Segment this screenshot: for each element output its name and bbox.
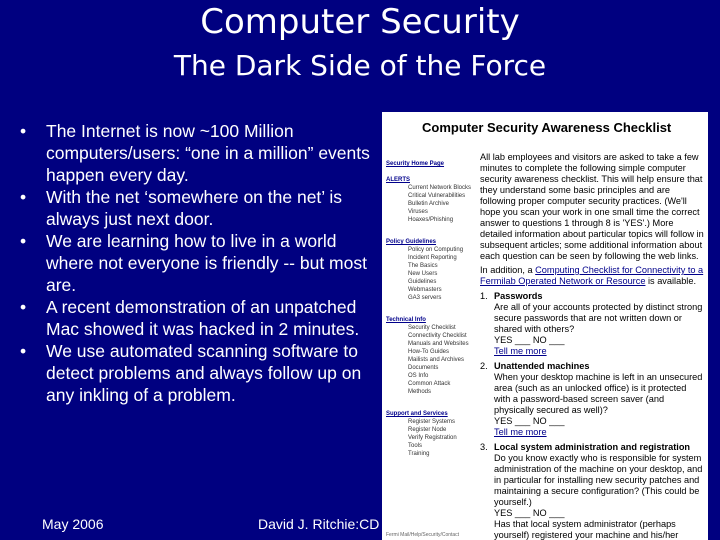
nav-item[interactable]: GA3 servers [408, 295, 442, 301]
bullet-text: A recent demonstration of an unpatched Mac showed it was hacked in 2 minutes. [46, 297, 360, 339]
item-heading: Local system administration and registration [494, 442, 691, 452]
bullet-text: We are learning how to live in a world where not everyone is friendly -- but most are. [46, 231, 367, 295]
addition-prefix: In addition, a [480, 265, 536, 275]
bullet-text: The Internet is now ~100 Million computers/users: “one in a million” events happen every day. [46, 121, 370, 185]
nav-section-technical[interactable]: Technical Info [386, 317, 426, 323]
nav-item[interactable]: Register Node [408, 427, 447, 433]
item-text: When your desktop machine is left in an unsecured area (such as an unlocked office) is it protected with a password-based screen saver (and physically secured as well)? [494, 372, 703, 415]
checklist-content [480, 152, 704, 540]
tell-me-more-link[interactable]: Tell me more [494, 346, 547, 356]
bullet-item [18, 186, 370, 230]
tell-me-more-link[interactable]: Tell me more [494, 427, 547, 437]
item-text-continued: Has that local system administrator (perhaps yourself) registered your machine and his/her [494, 519, 679, 540]
bullet-glyph: • [20, 297, 27, 317]
item-answer[interactable]: YES ___ NO ___ [494, 416, 565, 426]
nav-link-home[interactable]: Security Home Page [386, 161, 445, 167]
nav-item[interactable]: Training [408, 451, 430, 457]
nav-item[interactable]: Security Checklist [408, 325, 456, 331]
item-text: Are all of your accounts protected by distinct strong secure passwords that are not written down or shared with others? [494, 302, 703, 334]
nav-section-support[interactable]: Support and Services [386, 411, 448, 417]
nav-item[interactable]: Common Attack Methods [408, 381, 451, 395]
bullet-glyph: • [20, 231, 27, 251]
bullet-item [18, 120, 370, 186]
nav-section-alerts[interactable]: ALERTS [386, 177, 410, 183]
bullet-glyph: • [20, 187, 27, 207]
item-text: Do you know exactly who is responsible for system administration of the machine on your desktop, and in particular for installing new security patches and maintaining a secure configuration? (This could be yourself.) [494, 453, 703, 507]
checklist-item-unattended [480, 361, 704, 438]
checklist-item-sysadmin [480, 442, 704, 540]
nav-item[interactable]: Bulletin Archive [408, 201, 450, 207]
nav-item[interactable]: Register Systems [408, 419, 456, 425]
slide-subtitle: The Dark Side of the Force [173, 49, 547, 82]
bullet-text: With the net ‘somewhere on the net’ is always just next door. [46, 187, 343, 229]
nav-item[interactable]: Mailists and Archives [408, 357, 465, 363]
checklist-item-passwords [480, 291, 704, 357]
item-number: 1. [480, 291, 488, 301]
nav-item[interactable]: Manuals and Websites [408, 341, 469, 347]
footer-date: May 2006 [42, 516, 104, 532]
checklist-intro: All lab employees and visitors are asked to take a few minutes to complete the following simple computer security awareness checklist. This will help ensure that they understand some basic principles and are following proper computer security practices. (We'll hope you scan your work in one small time the correct answer to questions 1 through 8 is 'YES'.) More detailed information about particular topics will follow in subsequent articles; some additional information about each question can be seen by following the web links. [480, 152, 704, 261]
nav-item[interactable]: Webmasters [408, 287, 442, 293]
nav-item[interactable]: Documents [408, 365, 439, 371]
item-heading: Unattended machines [494, 361, 590, 371]
nav-section-policy[interactable]: Policy Guidelines [386, 239, 437, 245]
item-heading: Passwords [494, 291, 543, 301]
checklist-sidebar [386, 152, 474, 458]
nav-item[interactable]: Policy on Computing [408, 247, 464, 253]
nav-item[interactable]: Guidelines [408, 279, 437, 285]
nav-item[interactable]: Connectivity Checklist [408, 333, 467, 339]
bullet-text: We use automated scanning software to detect problems and always follow up on any inkling of a problem. [46, 341, 362, 405]
nav-item[interactable]: How-To Guides [408, 349, 450, 355]
slide-title: Computer Security [200, 2, 520, 42]
item-answer[interactable]: YES ___ NO ___ [494, 335, 565, 345]
nav-item[interactable]: Hoaxes/Phishing [408, 217, 454, 223]
nav-item[interactable]: Tools [408, 443, 423, 449]
bullet-glyph: • [20, 121, 27, 141]
addition-suffix: is available. [645, 276, 697, 286]
bullet-item [18, 230, 370, 296]
item-number: 3. [480, 442, 488, 452]
item-answer[interactable]: YES ___ NO ___ [494, 508, 565, 518]
nav-item[interactable]: Verify Registration [408, 435, 457, 441]
nav-item[interactable]: Incident Reporting [408, 255, 457, 261]
bullet-item [18, 340, 370, 406]
footer-author: David J. Ritchie:CD [258, 516, 380, 532]
checklist-addition [480, 265, 704, 287]
item-number: 2. [480, 361, 488, 371]
nav-item[interactable]: OS Info [408, 373, 429, 379]
bullet-item [18, 296, 370, 340]
nav-item[interactable]: The Basics [408, 263, 438, 269]
checklist-screenshot [382, 112, 708, 540]
bullet-list [18, 120, 370, 406]
nav-item[interactable]: Viruses [408, 209, 428, 215]
sidebar-footer-links[interactable]: Fermi Mail/Help/Security/Contact [386, 532, 460, 538]
nav-item[interactable]: New Users [408, 271, 438, 277]
nav-item[interactable]: Critical Vulnerabilities [408, 193, 466, 199]
nav-item[interactable]: Current Network Blocks [408, 185, 472, 191]
connectivity-checklist-link[interactable]: Computing Checklist for Connectivity to a Fermilab Operated Network or Resource [480, 265, 704, 286]
bullet-glyph: • [20, 341, 27, 361]
checklist-title: Computer Security Awareness Checklist [422, 120, 672, 135]
